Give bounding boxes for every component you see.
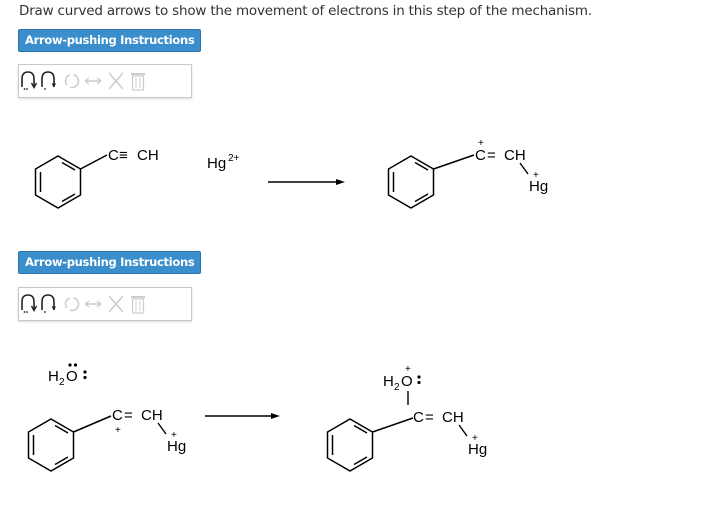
vinyl-carbon[interactable]: C [413,409,424,426]
mercury-atom[interactable]: Hg [167,438,187,455]
cation-charge: + [115,425,121,436]
mercury-ion[interactable]: Hg [207,155,227,172]
bond [520,163,528,174]
double-bond: = [425,409,434,426]
lone-pair-dots [417,375,420,384]
reaction-arrow [268,179,345,185]
water-hydrogen: H [383,373,394,390]
water-subscript: 2 [394,382,400,393]
bond [434,155,475,169]
alkyne-carbon[interactable]: C [108,147,119,164]
arrow-pushing-instructions-button-2[interactable]: Arrow-pushing Instructions [18,251,201,274]
double-bond: = [124,407,133,424]
bond [459,425,467,436]
water-hydrogen: H [48,368,59,385]
vinyl-cation-carbon[interactable]: C [112,407,123,424]
mercury-charge: + [171,430,177,441]
bond [74,416,112,432]
bond [158,423,166,434]
vinyl-ch[interactable]: CH [504,147,526,164]
double-bond: = [487,147,496,164]
water-oxygen[interactable]: O [66,368,78,385]
mercury-charge: + [472,433,478,444]
mercury-atom[interactable]: Hg [529,178,549,195]
benzene-ring [36,156,81,208]
arrow-pushing-instructions-button[interactable]: Arrow-pushing Instructions [18,29,201,52]
benzene-ring [389,156,434,208]
cation-charge: + [478,138,484,149]
oxonium-charge: + [405,364,411,375]
triple-bond: ≡ [119,147,128,164]
oxonium-oxygen[interactable]: O [401,373,413,390]
vinyl-ch[interactable]: CH [442,409,464,426]
mercury-charge: 2+ [228,153,240,164]
bond [373,418,414,432]
vinyl-ch[interactable]: CH [141,407,163,424]
benzene-ring [29,419,74,471]
mercury-atom[interactable]: Hg [468,441,488,458]
benzene-ring [328,419,373,471]
vinyl-cation-carbon[interactable]: C [475,147,486,164]
question-text: Draw curved arrows to show the movement of electrons in this step of the mechanism. [19,3,592,19]
mercury-charge: + [533,170,539,181]
bond [81,155,108,169]
water-subscript: 2 [59,377,65,388]
alkyne-ch[interactable]: CH [137,147,159,164]
reaction-arrow [205,413,280,419]
